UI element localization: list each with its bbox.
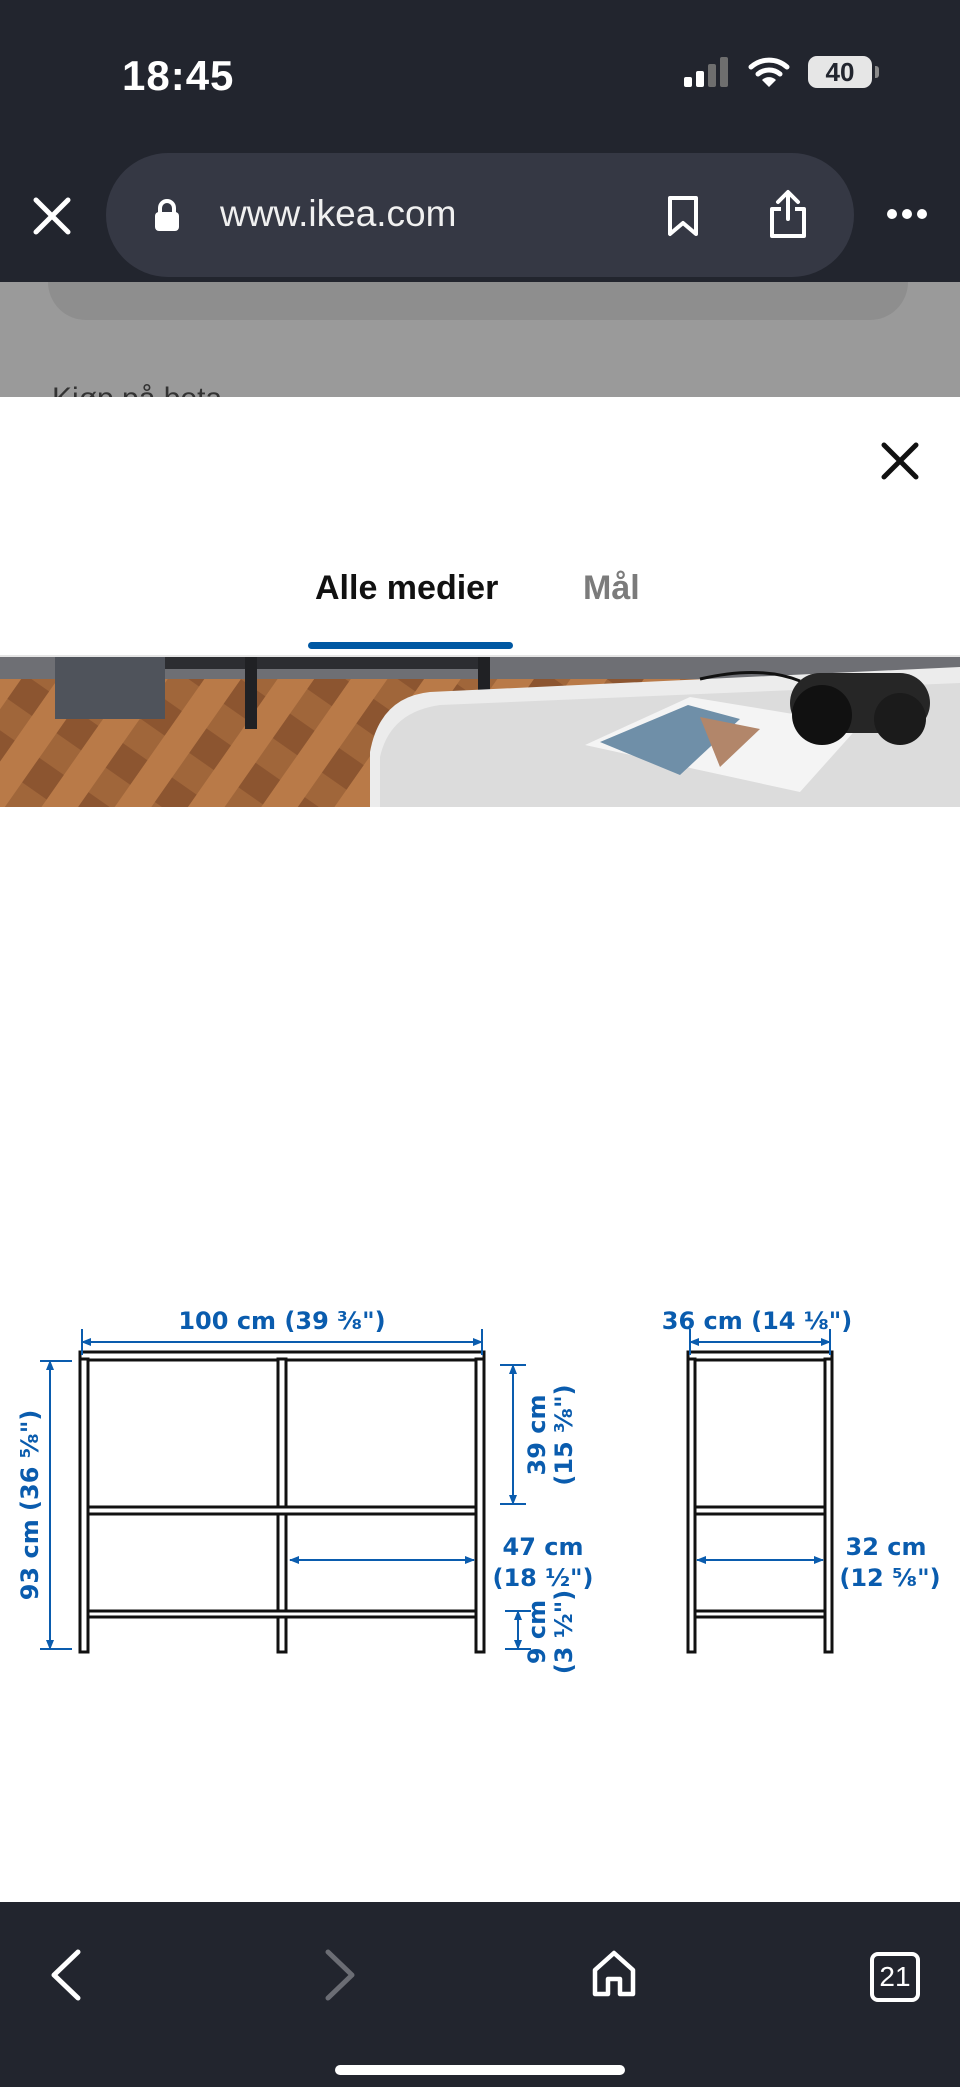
inner-width-label: 47 cm bbox=[502, 1533, 584, 1561]
bookmark-icon[interactable] bbox=[666, 195, 700, 237]
media-modal bbox=[0, 397, 960, 1902]
media-tabs bbox=[0, 557, 960, 657]
product-photo[interactable] bbox=[0, 657, 960, 807]
front-height-label: 93 cm (36 ⁵⁄₈") bbox=[16, 1409, 44, 1601]
shelf-height-label: 39 cm bbox=[523, 1394, 551, 1476]
signal-icon bbox=[684, 57, 730, 87]
leg-height-inch-label: (3 ½") bbox=[550, 1589, 578, 1675]
url-text: www.ikea.com bbox=[220, 193, 457, 234]
front-width-label: 100 cm (39 ³⁄₈") bbox=[178, 1307, 386, 1335]
dimension-drawing bbox=[0, 1097, 960, 1675]
tab-all-media[interactable]: Alle medier bbox=[315, 569, 499, 607]
inner-depth-inch-label: (12 ⁵⁄₈") bbox=[839, 1564, 941, 1592]
front-view bbox=[80, 1352, 484, 1652]
tabs-icon[interactable]: 21 bbox=[870, 1952, 920, 2002]
home-indicator bbox=[335, 2065, 625, 2075]
share-icon[interactable] bbox=[768, 189, 808, 239]
browser-toolbar bbox=[0, 150, 960, 282]
forward-icon[interactable] bbox=[322, 1948, 358, 2002]
back-icon[interactable] bbox=[48, 1948, 84, 2002]
more-icon[interactable] bbox=[886, 208, 928, 220]
inner-depth-label: 32 cm bbox=[845, 1533, 927, 1561]
home-icon[interactable] bbox=[590, 1948, 638, 1998]
lock-icon bbox=[154, 199, 180, 231]
active-tab-indicator bbox=[308, 642, 513, 649]
wifi-icon bbox=[748, 56, 790, 88]
browser-bottom-bar bbox=[0, 1902, 960, 2087]
background-search-field bbox=[48, 282, 908, 320]
inner-width-inch-label: (18 ½") bbox=[492, 1564, 594, 1592]
status-time: 18:45 bbox=[122, 52, 235, 99]
background-page-overlay bbox=[0, 282, 960, 397]
battery-indicator: 40 bbox=[808, 56, 872, 88]
status-bar bbox=[0, 0, 960, 150]
tab-dimensions[interactable]: Mål bbox=[583, 569, 640, 607]
leg-height-label: 9 cm bbox=[523, 1599, 551, 1665]
side-view bbox=[688, 1352, 832, 1652]
close-icon[interactable] bbox=[876, 437, 924, 485]
address-bar[interactable] bbox=[106, 153, 854, 277]
shelf-height-inch-label: (15 ³⁄₈") bbox=[550, 1384, 578, 1486]
status-icons bbox=[684, 56, 872, 88]
side-depth-label: 36 cm (14 ⅛") bbox=[661, 1307, 853, 1335]
close-icon[interactable] bbox=[32, 196, 72, 236]
